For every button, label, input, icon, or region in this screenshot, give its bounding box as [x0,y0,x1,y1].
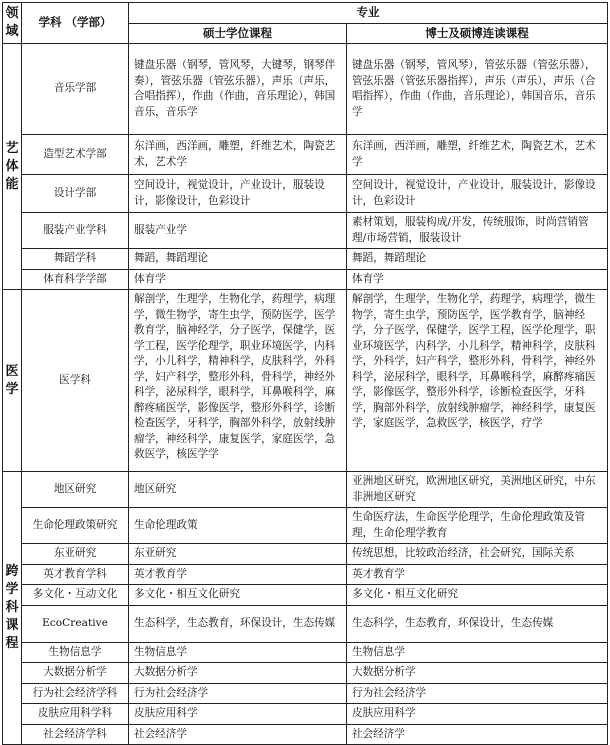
dept-cell: 大数据分析学 [22,663,129,684]
master-cell: 生态科学，生态教育，环保设计，生态传媒 [129,605,347,642]
dept-cell: 造型艺术学部 [22,135,129,175]
header-major: 专业 [129,3,608,24]
dept-cell: EcoCreative [22,605,129,642]
doctoral-cell: 生态科学，生态教育，环保设计，生态传媒 [347,605,608,642]
dept-cell: 英才教育学科 [22,564,129,585]
doctoral-cell: 社会经济学 [347,724,608,745]
table-row [3,135,608,175]
section-interdisciplinary-label: 跨 学 科 课 程 [5,564,19,651]
header-department: 学科 （学部） [22,3,129,44]
dept-cell: 行为社会经济学科 [22,683,129,704]
master-cell: 东亚研究 [129,544,347,565]
section-interdisciplinary [3,472,22,745]
dept-cell: 社会经济学科 [22,724,129,745]
dept-cell: 音乐学部 [22,44,129,135]
master-cell: 生物信息学 [129,642,347,663]
doctoral-cell: 东洋画，西洋画，雕塑，纤维艺术，陶瓷艺术，艺术学 [347,135,608,175]
table-row [3,175,608,213]
table-row [3,663,608,684]
dept-cell: 体育科学学部 [22,269,129,290]
master-cell: 行为社会经济学 [129,683,347,704]
doctoral-cell: 键盘乐器（钢琴，管风琴），管弦乐器（管弦乐器），管弦乐器（管弦乐器指挥），声乐（声乐），声乐（合唱指挥），作曲（作曲，音乐理论），韩国音乐，音乐学 [347,44,608,135]
table-row [3,642,608,663]
dept-cell: 舞蹈学科 [22,249,129,270]
master-cell: 社会经济学 [129,724,347,745]
dept-cell: 生命伦理政策研究 [22,508,129,544]
program-table-container [2,2,607,745]
table-row [3,508,608,544]
dept-cell: 服装产业学科 [22,213,129,249]
table-row [3,605,608,642]
section-medicine-label: 医 学 [5,363,19,397]
table-row [3,472,608,508]
table-row [3,683,608,704]
section-arts [3,44,22,290]
dept-cell: 地区研究 [22,472,129,508]
doctoral-cell: 生命医疗法，生命医学伦理学，生命伦理政策及管理，生命伦理学教育 [347,508,608,544]
section-arts-label: 艺 体 能 [5,140,19,192]
table-row [3,564,608,585]
master-cell: 舞蹈，舞蹈理论 [129,249,347,270]
table-row [3,269,608,290]
master-cell: 服装产业学 [129,213,347,249]
master-cell: 多文化・相互文化研究 [129,585,347,606]
section-medicine [3,290,22,472]
table-row [3,290,608,472]
header-domain: 领 域 [3,3,22,44]
table-row [3,724,608,745]
doctoral-cell: 空间设计，视觉设计，产业设计，服装设计，影像设计，色彩设计 [347,175,608,213]
doctoral-cell: 英才教育学 [347,564,608,585]
dept-cell: 生物信息学 [22,642,129,663]
doctoral-cell: 多文化・相互文化研究 [347,585,608,606]
master-cell: 体育学 [129,269,347,290]
doctoral-cell: 解剖学，生理学，生物化学，药理学，病理学，微生物学，寄生虫学，预防医学，医学教育学，脑神经学，分子医学，保健学，医学工程，医学伦理学，职业环境医学，内科学，小儿科学，精神科学，皮肤科学，外科学，妇产科学，整形外科，骨科学，神经外科学，泌尿科学，眼科学，耳鼻喉科学，麻醉疼痛医学，影像医学，整形外科学，诊断检查医学，牙科学，胸部外科学，放射线肿瘤学，神经科学，康复医学，家庭医学，急救医学，核医学，疗学 [347,290,608,472]
doctoral-cell: 体育学 [347,269,608,290]
table-row [3,585,608,606]
header-doctoral: 博士及硕博连读课程 [347,24,608,44]
doctoral-cell: 传统思想，比较政治经济，社会研究，国际关系 [347,544,608,565]
dept-cell: 医学科 [22,290,129,472]
master-cell: 英才教育学 [129,564,347,585]
master-cell: 键盘乐器（钢琴，管风琴，大键琴，钢琴伴奏），管弦乐器（管弦乐器），声乐（声乐，合唱指挥），作曲（作曲，音乐理论），韩国音乐，音乐学 [129,44,347,135]
master-cell: 皮肤应用科学 [129,704,347,725]
doctoral-cell: 生物信息学 [347,642,608,663]
dept-cell: 设计学部 [22,175,129,213]
master-cell: 地区研究 [129,472,347,508]
table-row [3,249,608,270]
master-cell: 解剖学，生理学，生物化学，药理学，病理学，微生物学，寄生虫学，预防医学，医学教育学，脑神经学，分子医学，保健学，医学工程，医学伦理学，职业环境医学，内科学，小儿科学，精神科学，皮肤科学，外科学，妇产科学，整形外科，骨科学，神经外科学，泌尿科学，眼科学，耳鼻喉科学，麻醉疼痛医学，影像医学，整形外科学，诊断检查医学，牙科学，胸部外科学，放射线肿瘤学，神经科学，康复医学，家庭医学，急救医学，核医学学 [129,290,347,472]
master-cell: 生命伦理政策 [129,508,347,544]
doctoral-cell: 大数据分析学 [347,663,608,684]
table-row [3,44,608,135]
dept-cell: 东亚研究 [22,544,129,565]
program-table [2,2,608,745]
dept-cell: 多文化・互动文化 [22,585,129,606]
header-row [3,3,608,24]
doctoral-cell: 行为社会经济学 [347,683,608,704]
doctoral-cell: 舞蹈，舞蹈理论 [347,249,608,270]
table-row [3,704,608,725]
master-cell: 东洋画，西洋画，雕塑，纤维艺术，陶瓷艺术，艺术学 [129,135,347,175]
header-master: 硕士学位课程 [129,24,347,44]
doctoral-cell: 素材策划，服装构成/开发，传统服饰，时尚营销管理/市场营销，服装设计 [347,213,608,249]
table-row [3,213,608,249]
doctoral-cell: 亚洲地区研究，欧洲地区研究，美洲地区研究，中东非洲地区研究 [347,472,608,508]
doctoral-cell: 皮肤应用科学 [347,704,608,725]
table-row [3,544,608,565]
master-cell: 大数据分析学 [129,663,347,684]
master-cell: 空间设计，视觉设计，产业设计，服装设计，影像设计，色彩设计 [129,175,347,213]
dept-cell: 皮肤应用科学科 [22,704,129,725]
